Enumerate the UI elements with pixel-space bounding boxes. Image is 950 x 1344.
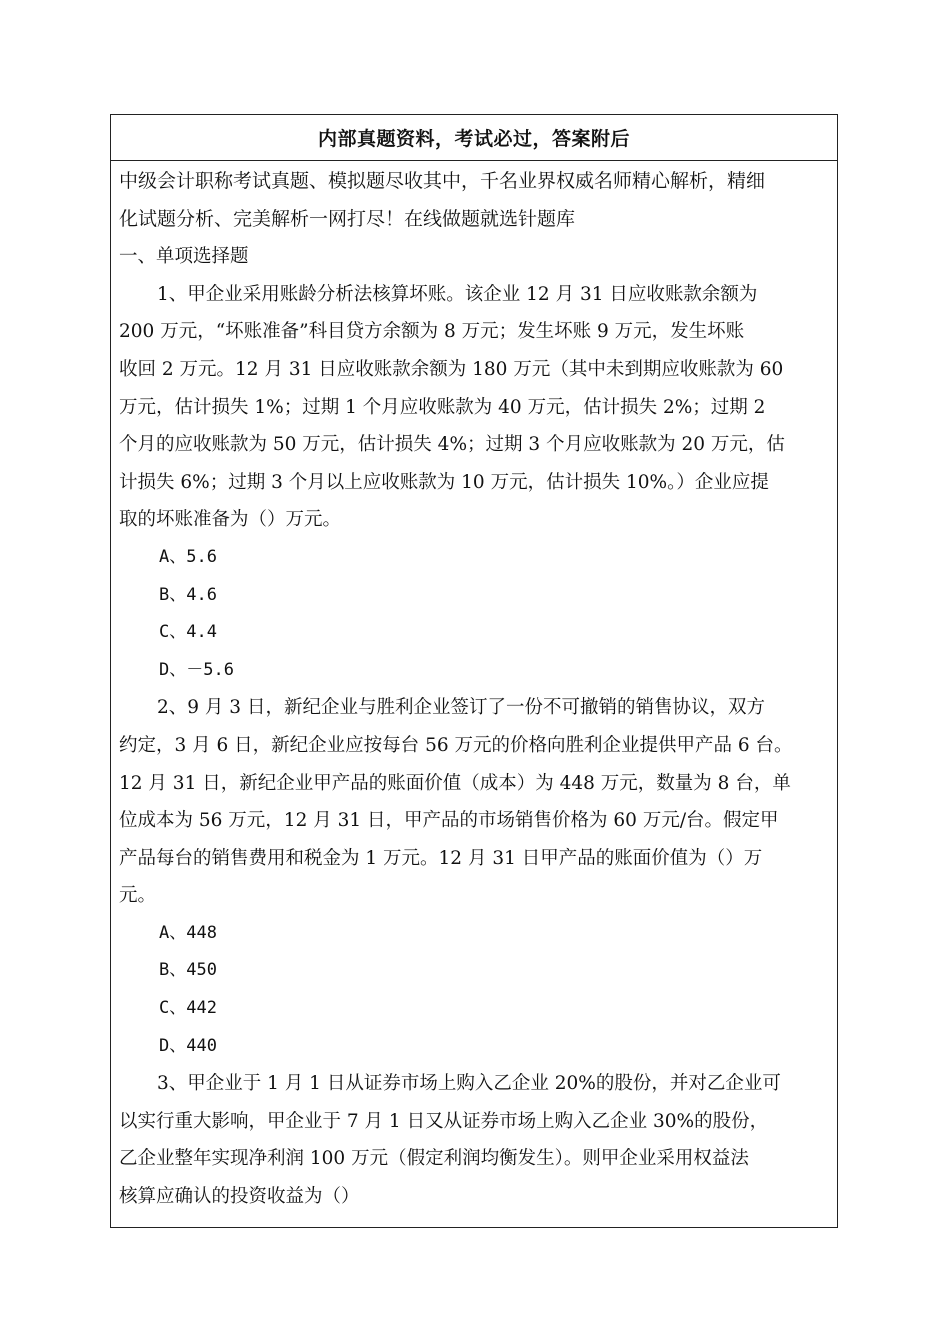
answer-option: D、440 (159, 1035, 217, 1056)
question-text-line: 1、甲企业采用账龄分析法核算坏账。该企业 12 月 31 日应收账款余额为 (157, 283, 758, 305)
document-frame (110, 114, 838, 1228)
question-1 (119, 276, 824, 690)
answer-option: B、4.6 (159, 584, 217, 605)
section-title: 一、单项选择题 (119, 246, 249, 268)
intro-line: 中级会计职称考试真题、模拟题尽收其中，千名业界权威名师精心解析，精细 (119, 170, 766, 192)
question-text-line: 产品每台的销售费用和税金为 1 万元。12 月 31 日甲产品的账面价值为（）万 (119, 847, 763, 869)
question-text-line: 万元，估计损失 1%；过期 1 个月应收账款为 40 万元，估计损失 2%；过期 2 (119, 396, 766, 418)
answer-option: D、－5.6 (159, 659, 234, 680)
question-text-line: 元。 (119, 885, 157, 907)
answer-option: A、448 (159, 922, 217, 943)
document-body (119, 163, 824, 1216)
question-text-line: 约定，3 月 6 日，新纪企业应按每台 56 万元的价格向胜利企业提供甲产品 6 台。 (119, 734, 793, 756)
intro-line: 化试题分析、完美解析一网打尽！在线做题就选针题库 (119, 207, 576, 230)
question-text-line: 200 万元，“坏账准备”科目贷方余额为 8 万元；发生坏账 9 万元，发生坏账 (119, 321, 745, 343)
question-text-line: 收回 2 万元。12 月 31 日应收账款余额为 180 万元（其中未到期应收账款为 60 (119, 358, 784, 380)
question-text-line: 2、9 月 3 日，新纪企业与胜利企业签订了一份不可撤销的销售协议，双方 (157, 697, 765, 719)
question-3 (119, 1065, 824, 1215)
answer-option: A、5.6 (159, 546, 217, 567)
question-text-line: 12 月 31 日，新纪企业甲产品的账面价值（成本）为 448 万元，数量为 8 台，单 (119, 772, 791, 794)
question-text-line: 以实行重大影响，甲企业于 7 月 1 日又从证券市场上购入乙企业 30%的股份， (119, 1110, 769, 1132)
question-text-line: 位成本为 56 万元，12 月 31 日，甲产品的市场销售价格为 60 万元/台。假定甲 (119, 810, 779, 832)
title-row (111, 115, 837, 161)
answer-option: C、4.4 (159, 622, 217, 643)
question-text-line: 取的坏账准备为（）万元。 (119, 509, 342, 531)
answer-option: C、442 (159, 998, 217, 1019)
question-text-line: 个月的应收账款为 50 万元，估计损失 4%；过期 3 个月应收账款为 20 万元，估 (119, 434, 785, 456)
question-text-line: 3、甲企业于 1 月 1 日从证券市场上购入乙企业 20%的股份，并对乙企业可 (157, 1073, 781, 1095)
question-text-line: 乙企业整年实现净利润 100 万元（假定利润均衡发生）。则甲企业采用权益法 (119, 1148, 749, 1170)
answer-option: B、450 (159, 960, 217, 981)
question-text-line: 核算应确认的投资收益为（） (119, 1186, 360, 1208)
question-text-line: 计损失 6%；过期 3 个月以上应收账款为 10 万元，估计损失 10%。）企业应提 (119, 471, 769, 493)
page-title: 内部真题资料，考试必过，答案附后 (317, 128, 630, 150)
question-2 (119, 689, 824, 1065)
